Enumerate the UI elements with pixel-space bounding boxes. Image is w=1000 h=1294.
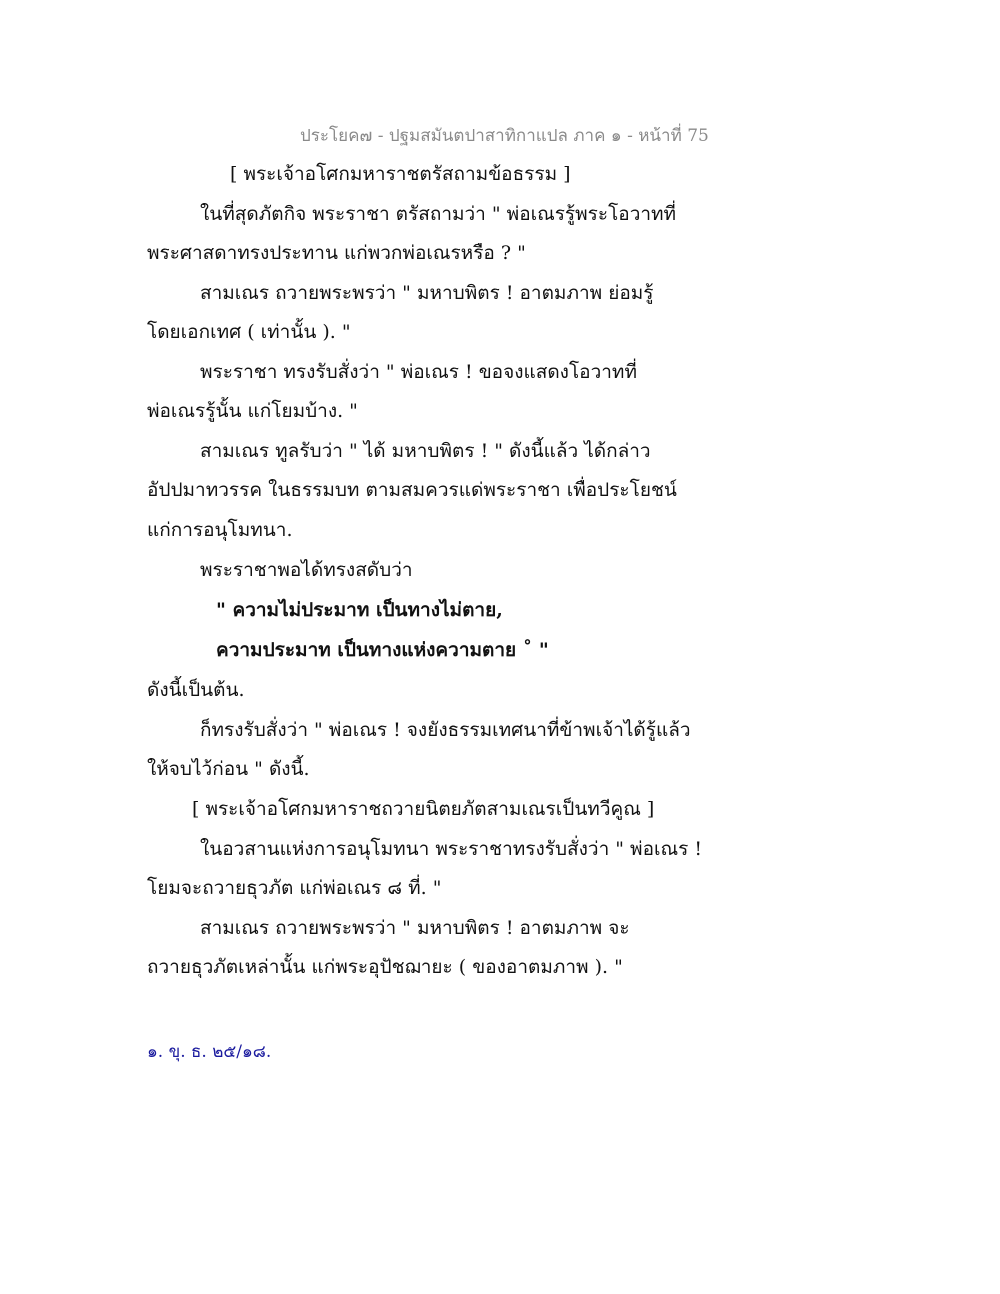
footnote: ๑. ขุ. ธ. ๒๕/๑๘. [147, 1042, 272, 1062]
paragraph-line: อัปปมาทวรรค ในธรรมบท ตามสมควรแด่พระราชา เพื่อประโยชน์ [147, 479, 677, 501]
paragraph-line: พระราชาพอได้ทรงสดับว่า [200, 559, 413, 581]
verse-line: " ความไม่ประมาท เป็นทางไม่ตาย, [216, 599, 503, 621]
section-heading: [ พระเจ้าอโศกมหาราชตรัสถามข้อธรรม ] [230, 163, 571, 185]
running-header: ประโยค๗ - ปฐมสมันตปาสาทิกาแปล ภาค ๑ - หน้าที่ 75 [300, 126, 709, 146]
paragraph-line: สามเณร ทูลรับว่า " ได้ มหาบพิตร ! " ดังนี้แล้ว ได้กล่าว [200, 440, 651, 462]
paragraph-line: ในอวสานแห่งการอนุโมทนา พระราชาทรงรับสั่งว่า " พ่อเณร ! [200, 838, 702, 860]
paragraph-line: ให้จบไว้ก่อน " ดังนี้. [147, 758, 310, 780]
paragraph-line: โยมจะถวายธุวภัต แก่พ่อเณร ๘ ที่. " [147, 877, 442, 899]
paragraph-line: โดยเอกเทศ ( เท่านั้น ). " [147, 321, 351, 343]
verse-line: ความประมาท เป็นทางแห่งความตาย ˚ " [216, 639, 549, 661]
section-heading: [ พระเจ้าอโศกมหาราชถวายนิตยภัตสามเณรเป็นทวีคูณ ] [192, 798, 655, 820]
paragraph-line: ดังนี้เป็นต้น. [147, 679, 245, 701]
paragraph-line: พ่อเณรรู้นั้น แก่โยมบ้าง. " [147, 400, 358, 422]
paragraph-line: ในที่สุดภัตกิจ พระราชา ตรัสถามว่า " พ่อเณรรู้พระโอวาทที่ [200, 203, 677, 225]
paragraph-line: แก่การอนุโมทนา. [147, 519, 293, 541]
paragraph-line: พระศาสดาทรงประทาน แก่พวกพ่อเณรหรือ ? " [147, 242, 526, 264]
paragraph-line: สามเณร ถวายพระพรว่า " มหาบพิตร ! อาตมภาพ จะ [200, 917, 630, 939]
paragraph-line: ก็ทรงรับสั่งว่า " พ่อเณร ! จงยังธรรมเทศนาที่ข้าพเจ้าได้รู้แล้ว [200, 719, 691, 741]
paragraph-line: ถวายธุวภัตเหล่านั้น แก่พระอุปัชฌายะ ( ของอาตมภาพ ). " [147, 956, 623, 978]
paragraph-line: สามเณร ถวายพระพรว่า " มหาบพิตร ! อาตมภาพ ย่อมรู้ [200, 282, 654, 304]
paragraph-line: พระราชา ทรงรับสั่งว่า " พ่อเณร ! ขอจงแสดงโอวาทที่ [200, 361, 637, 383]
